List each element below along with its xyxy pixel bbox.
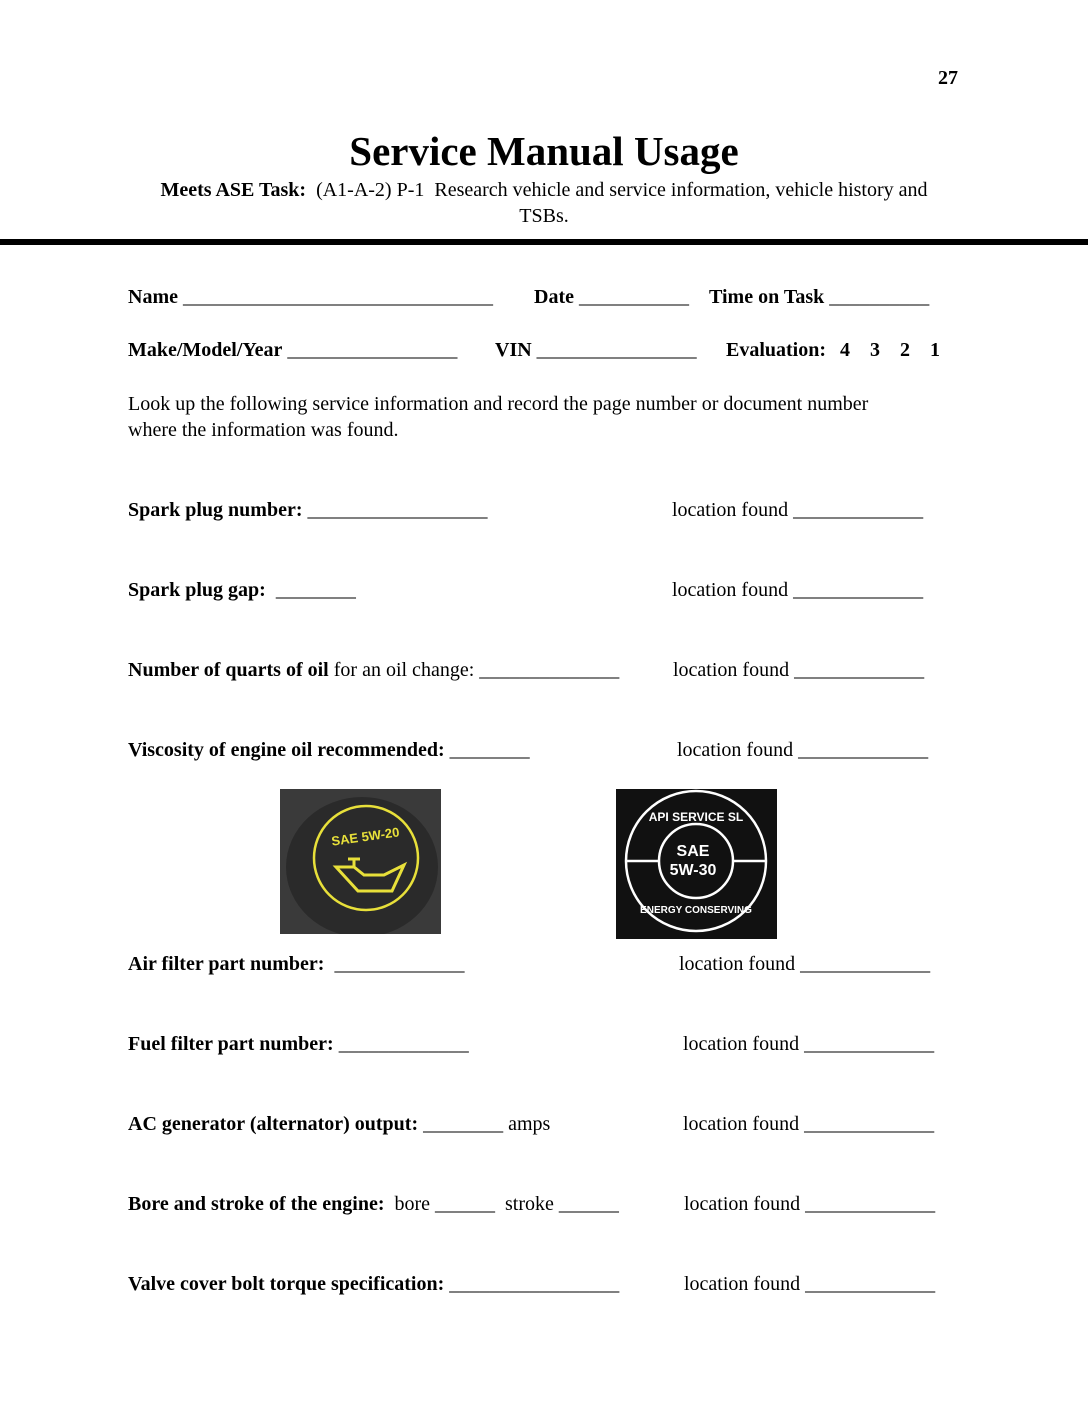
time-field[interactable] (709, 285, 929, 309)
vin-label: VIN (495, 339, 532, 361)
location-found-field[interactable] (683, 1032, 934, 1056)
mmy-blank[interactable]: _________________ (282, 339, 458, 361)
ase-task-label: Meets ASE Task: (160, 179, 307, 201)
location-blank[interactable]: _____________ (799, 1033, 935, 1055)
item-field[interactable] (128, 1112, 550, 1136)
location-label: location found (679, 953, 796, 975)
location-label: location found (684, 1193, 801, 1215)
name-field[interactable] (128, 285, 493, 309)
location-found-field[interactable] (684, 1272, 935, 1296)
item-label: Bore and stroke of the engine: (128, 1193, 385, 1215)
date-blank[interactable]: ___________ (573, 286, 689, 308)
item-blank[interactable]: bore ______ stroke ______ (384, 1193, 619, 1215)
vin-field[interactable] (495, 338, 697, 362)
cap-text: SAE 5W-20 (330, 824, 401, 849)
item-field[interactable] (128, 952, 464, 976)
location-found-field[interactable] (672, 498, 923, 522)
date-label: Date (534, 286, 574, 308)
ase-task-text: (A1-A-2) P-1 Research vehicle and service information, vehicle history and (306, 179, 928, 201)
location-found-field[interactable] (677, 738, 928, 762)
location-blank[interactable]: _____________ (795, 953, 931, 975)
location-blank[interactable]: _____________ (788, 499, 924, 521)
location-found-field[interactable] (684, 1192, 935, 1216)
eval-3[interactable]: 3 (870, 339, 881, 361)
item-blank[interactable]: for an oil change: ______________ (328, 659, 620, 681)
location-found-field[interactable] (673, 658, 924, 682)
time-blank[interactable]: __________ (824, 286, 930, 308)
item-blank[interactable]: ________ (265, 579, 356, 601)
make-model-year-field[interactable] (128, 338, 457, 362)
evaluation-label: Evaluation: (726, 339, 827, 361)
item-field[interactable] (128, 658, 619, 682)
location-blank[interactable]: _____________ (793, 739, 929, 761)
item-blank[interactable]: _____________ (324, 953, 465, 975)
viscosity-text: 5W-30 (669, 862, 717, 879)
oil-cap-5w20-photo (280, 789, 441, 934)
name-blank[interactable]: _______________________________ (177, 286, 493, 308)
item-field[interactable] (128, 1032, 469, 1056)
location-label: location found (673, 659, 790, 681)
item-field[interactable] (128, 1192, 619, 1216)
location-label: location found (684, 1273, 801, 1295)
name-label: Name (128, 286, 178, 308)
item-blank[interactable]: ________ amps (418, 1113, 551, 1135)
item-label: Viscosity of engine oil recommended: (128, 739, 445, 761)
item-label: Air filter part number: (128, 953, 325, 975)
item-label: Number of quarts of oil (128, 659, 329, 681)
instructions-line-2: where the information was found. (128, 419, 399, 441)
item-label: Valve cover bolt torque specification: (128, 1273, 445, 1295)
item-label: Spark plug gap: (128, 579, 266, 601)
item-field[interactable] (128, 578, 356, 602)
location-label: location found (677, 739, 794, 761)
evaluation (726, 338, 940, 362)
item-blank[interactable]: ________ (444, 739, 530, 761)
item-field[interactable] (128, 498, 488, 522)
api-text: API SERVICE SL (648, 810, 744, 824)
page-number: 27 (938, 67, 958, 89)
item-blank[interactable]: _____________ (333, 1033, 469, 1055)
location-label: location found (683, 1113, 800, 1135)
location-found-field[interactable] (679, 952, 930, 976)
mmy-label: Make/Model/Year (128, 339, 283, 361)
item-blank[interactable]: _________________ (444, 1273, 620, 1295)
item-label: AC generator (alternator) output: (128, 1113, 419, 1135)
location-blank[interactable]: _____________ (800, 1193, 936, 1215)
divider (0, 239, 1088, 245)
location-label: location found (672, 499, 789, 521)
location-label: location found (672, 579, 789, 601)
vin-blank[interactable]: ________________ (531, 339, 697, 361)
eval-2[interactable]: 2 (900, 339, 911, 361)
location-found-field[interactable] (683, 1112, 934, 1136)
item-label: Fuel filter part number: (128, 1033, 334, 1055)
location-blank[interactable]: _____________ (788, 579, 924, 601)
date-field[interactable] (534, 285, 689, 309)
location-found-field[interactable] (672, 578, 923, 602)
location-blank[interactable]: _____________ (789, 659, 925, 681)
page-title: Service Manual Usage (349, 128, 739, 174)
eval-4[interactable]: 4 (840, 339, 851, 361)
item-blank[interactable]: __________________ (302, 499, 488, 521)
item-label: Spark plug number: (128, 499, 303, 521)
ase-task-cont: TSBs. (519, 205, 569, 227)
item-field[interactable] (128, 738, 530, 762)
location-blank[interactable]: _____________ (800, 1273, 936, 1295)
sae-text: SAE (676, 843, 710, 860)
time-label: Time on Task (709, 286, 825, 308)
item-field[interactable] (128, 1272, 619, 1296)
eval-1[interactable]: 1 (930, 339, 941, 361)
api-service-label-photo (616, 789, 777, 939)
location-blank[interactable]: _____________ (799, 1113, 935, 1135)
ase-task (0, 178, 1088, 202)
energy-text: ENERGY CONSERVING (640, 905, 752, 916)
location-label: location found (683, 1033, 800, 1055)
instructions-line-1: Look up the following service information and record the page number or document number (128, 393, 869, 415)
